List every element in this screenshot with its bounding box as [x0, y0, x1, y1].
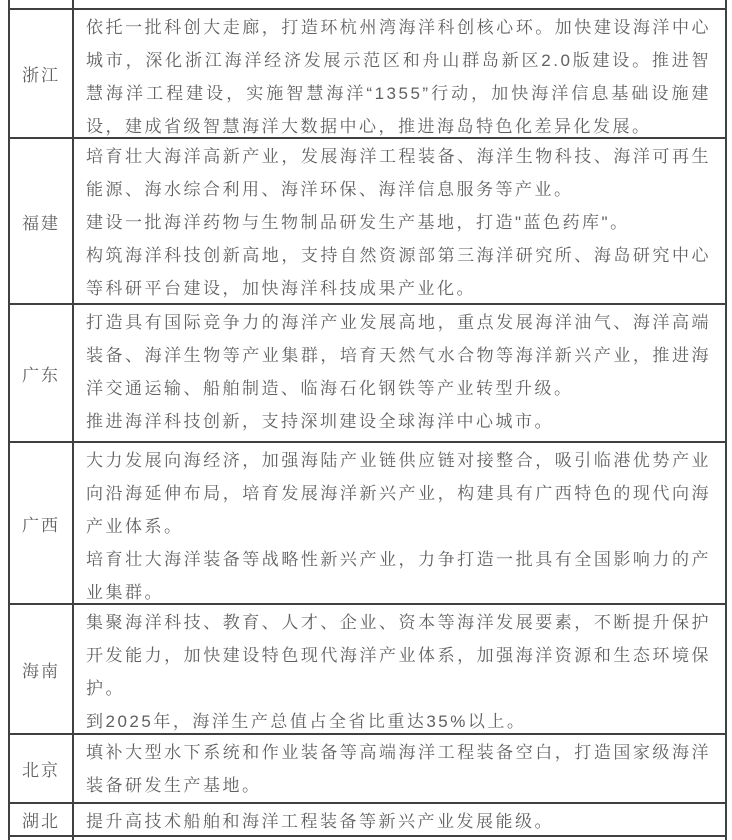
- province-label: 广东: [22, 365, 60, 385]
- province-cell: [10, 10, 74, 137]
- policy-paragraph: 大力发展向海经济，加强海陆产业链供应链对接整合，吸引临港优势产业向沿海延伸布局，培育发展海洋新兴产业，构建具有广西特色的现代向海产业体系。: [86, 451, 711, 536]
- province-cell: [10, 605, 74, 733]
- table-row: [10, 139, 725, 305]
- policy-paragraph: 构筑海洋科技创新高地，支持自然资源部第三海洋研究所、海岛研究中心等科研平台建设，加快海洋科技成果产业化。: [86, 246, 711, 298]
- content-cell: [74, 443, 725, 603]
- province-cell: [10, 0, 74, 8]
- province-label: 广西: [22, 515, 60, 535]
- policy-paragraph: 填补大型水下系统和作业装备等高端海洋工程装备空白，打造国家级海洋装备研发生产基地。: [86, 743, 711, 795]
- province-label: 北京: [22, 761, 60, 780]
- policy-paragraph: 提升高技术船舶和海洋工程装备等新兴产业发展能级。: [86, 812, 554, 831]
- policy-paragraph: 打造具有国际竞争力的海洋产业发展高地，重点发展海洋油气、海洋高端装备、海洋生物等产业集群，培育天然气水合物等海洋新兴产业，推进海洋交通运输、船舶制造、临海石化钢铁等产业转型升级。: [86, 313, 711, 398]
- policy-paragraph: 推进海洋科技创新，支持深圳建设全球海洋中心城市。: [86, 412, 554, 431]
- content-cell: [74, 305, 725, 441]
- content-cell: [74, 0, 725, 8]
- province-cell: [10, 305, 74, 441]
- policy-paragraph: 到2025年，海洋生产总值占全省比重达35%以上。: [86, 712, 527, 731]
- table-row: [10, 305, 725, 443]
- content-cell: [74, 735, 725, 802]
- table-row: [10, 804, 725, 837]
- province-policy-table: [8, 0, 727, 840]
- table-row: [10, 10, 725, 139]
- content-cell: [74, 10, 725, 137]
- province-label: 湖北: [22, 812, 60, 831]
- province-label: 福建: [22, 213, 60, 233]
- partial-row-top: [10, 0, 725, 10]
- policy-paragraph: 培育壮大海洋高新产业，发展海洋工程装备、海洋生物科技、海洋可再生能源、海水综合利用、海洋环保、海洋信息服务等产业。: [86, 147, 711, 199]
- province-cell: [10, 735, 74, 802]
- table-row: [10, 735, 725, 804]
- policy-paragraph: 依托一批科创大走廊，打造环杭州湾海洋科创核心环。加快建设海洋中心城市，深化浙江海洋经济发展示范区和舟山群岛新区2.0版建设。推进智慧海洋工程建设，实施智慧海洋“1355”行动，加快海洋信息基础设施建设，建成省级智慧海洋大数据中心，推进海岛特色化差异化发展。: [86, 18, 711, 136]
- table-row: [10, 443, 725, 605]
- table-row: [10, 605, 725, 735]
- policy-paragraph: 建设一批海洋药物与生物制品研发生产基地，打造"蓝色药库"。: [86, 213, 630, 232]
- province-label: 浙江: [22, 66, 60, 85]
- province-cell: [10, 804, 74, 835]
- policy-paragraph: 集聚海洋科技、教育、人才、企业、资本等海洋发展要素，不断提升保护开发能力，加快建设特色现代海洋产业体系，加强海洋资源和生态环境保护。: [86, 613, 711, 698]
- content-cell: [74, 139, 725, 303]
- province-cell: [10, 139, 74, 303]
- policy-paragraph: 培育壮大海洋装备等战略性新兴产业，力争打造一批具有全国影响力的产业集群。: [86, 550, 711, 602]
- province-label: 海南: [22, 661, 60, 681]
- province-cell: [10, 443, 74, 603]
- content-cell: [74, 804, 725, 835]
- content-cell: [74, 605, 725, 733]
